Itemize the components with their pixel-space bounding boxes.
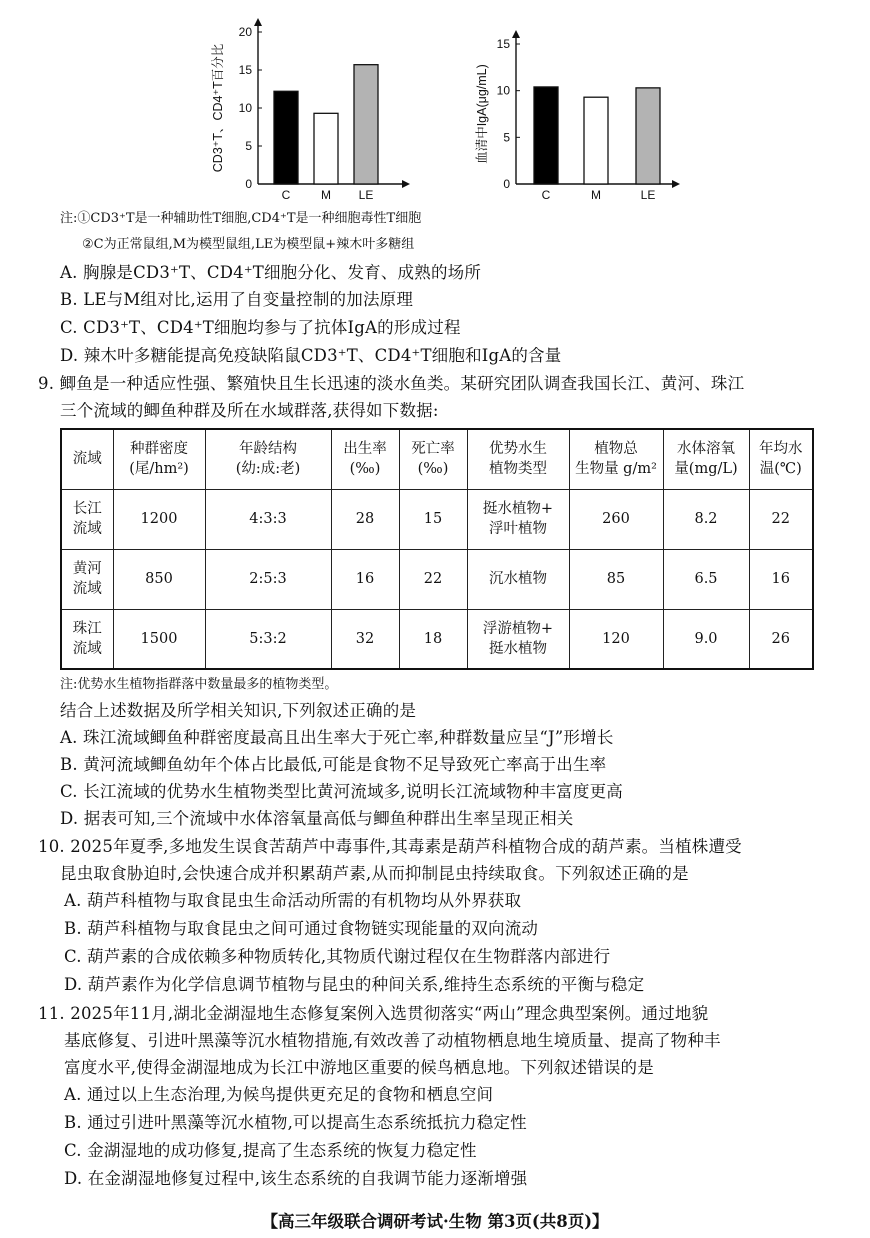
q9-option-c: C. 长江流域的优势水生植物类型比黄河流域多,说明长江流域物种丰富度更高 — [60, 782, 623, 801]
q8-option-c: C. CD3⁺T、CD4⁺T细胞均参与了抗体IgA的形成过程 — [60, 318, 461, 337]
q11-option-c: C. 金湖湿地的成功修复,提高了生态系统的恢复力稳定性 — [64, 1141, 477, 1160]
y-axis-arrow — [254, 18, 262, 26]
q11-stem-line-2: 基底修复、引进叶黑藻等沉水植物措施,有效改善了动植物栖息地生境质量、提高了物种丰 — [64, 1031, 721, 1050]
x-tick-label: C — [541, 188, 551, 202]
x-tick-label: LE — [358, 188, 374, 202]
y-tick-label: 0 — [245, 177, 252, 191]
q8-option-d: D. 辣木叶多糖能提高免疫缺陷鼠CD3⁺T、CD4⁺T细胞和IgA的含量 — [60, 346, 562, 365]
q9-stem-line-1: 9. 鲫鱼是一种适应性强、繁殖快且生长迅速的淡水鱼类。某研究团队调查我国长江、黄河、珠江 — [38, 374, 745, 393]
header-oxygen: 水体溶氧 量(mg/L) — [663, 429, 749, 489]
bar-m — [584, 97, 608, 184]
y-tick-label: 0 — [503, 177, 510, 191]
q11-option-d: D. 在金湖湿地修复过程中,该生态系统的自我调节能力逐渐增强 — [64, 1169, 528, 1188]
x-tick-label: M — [321, 188, 331, 202]
y-axis-label: CD3⁺T、CD4⁺T百分比 — [211, 43, 225, 173]
header-density: 种群密度 (尾/hm²) — [113, 429, 205, 489]
bar-le — [636, 88, 660, 184]
bar-chart-iga — [470, 30, 700, 210]
q11-stem-line-3: 富度水平,使得金湖湿地成为长江中游地区重要的候鸟栖息地。下列叙述错误的是 — [64, 1058, 654, 1077]
table-row: 珠江 流域 1500 5:3:2 32 18 浮游植物+ 挺水植物 120 9.0 26 — [61, 609, 813, 669]
x-axis-arrow — [672, 180, 680, 188]
table-row: 长江 流域 1200 4:3:3 28 15 挺水植物+ 浮叶植物 260 8.2 22 — [61, 489, 813, 549]
q10-stem-line-2: 昆虫取食胁迫时,会快速合成并积累葫芦素,从而抑制昆虫持续取食。下列叙述正确的是 — [60, 864, 689, 883]
q9-option-b: B. 黄河流域鲫鱼幼年个体占比最低,可能是食物不足导致死亡率高于出生率 — [60, 755, 607, 774]
q8-option-a: A. 胸腺是CD3⁺T、CD4⁺T细胞分化、发育、成熟的场所 — [60, 263, 482, 282]
q9-option-a: A. 珠江流域鲫鱼种群密度最高且出生率大于死亡率,种群数量应呈“J”形增长 — [60, 728, 614, 747]
y-tick-label: 20 — [238, 25, 252, 39]
q9-data-table — [60, 428, 814, 670]
x-tick-label: LE — [640, 188, 656, 202]
page-footer: 【高三年级联合调研考试·生物 第3页(共8页)】 — [261, 1212, 609, 1231]
q11-option-a: A. 通过以上生态治理,为候鸟提供更充足的食物和栖息空间 — [64, 1085, 494, 1104]
header-temperature: 年均水 温(℃) — [749, 429, 813, 489]
x-tick-label: C — [281, 188, 291, 202]
bar-chart-cd3-cd4 — [200, 10, 430, 210]
y-tick-label: 10 — [238, 101, 252, 115]
q10-stem-line-1: 10. 2025年夏季,多地发生误食苦葫芦中毒事件,其毒素是葫芦科植物合成的葫芦素。当植株遭受 — [38, 837, 742, 856]
header-biomass: 植物总 生物量 g/m² — [569, 429, 663, 489]
q8-note-1: 注:①CD3⁺T是一种辅助性T细胞,CD4⁺T是一种细胞毒性T细胞 — [60, 211, 422, 226]
y-tick-label: 5 — [503, 130, 510, 145]
y-axis-label: 血清中IgA(μg/mL) — [475, 64, 489, 164]
q9-table-note: 注:优势水生植物指群落中数量最多的植物类型。 — [60, 677, 338, 692]
x-axis-arrow — [402, 180, 410, 188]
q10-option-b: B. 葫芦科植物与取食昆虫之间可通过食物链实现能量的双向流动 — [64, 919, 539, 938]
q8-option-b: B. LE与M组对比,运用了自变量控制的加法原理 — [60, 290, 414, 309]
header-birth-rate: 出生率 (‰) — [331, 429, 399, 489]
table-row: 黄河 流域 850 2:5:3 16 22 沉水植物 85 6.5 16 — [61, 549, 813, 609]
y-tick-label: 10 — [496, 83, 510, 98]
x-tick-label: M — [591, 188, 601, 202]
y-tick-label: 5 — [245, 139, 252, 153]
header-dominant-plant: 优势水生 植物类型 — [467, 429, 569, 489]
y-axis-arrow — [512, 30, 520, 38]
bar-le — [354, 65, 378, 184]
q10-option-d: D. 葫芦素作为化学信息调节植物与昆虫的种间关系,维持生态系统的平衡与稳定 — [64, 975, 645, 994]
header-death-rate: 死亡率 (‰) — [399, 429, 467, 489]
q9-prompt: 结合上述数据及所学相关知识,下列叙述正确的是 — [60, 701, 417, 720]
q11-stem-line-1: 11. 2025年11月,湖北金湖湿地生态修复案例入选贯彻落实“两山”理念典型案例。通过地貌 — [38, 1004, 709, 1023]
bar-m — [314, 113, 338, 184]
q11-option-b: B. 通过引进叶黑藻等沉水植物,可以提高生态系统抵抗力稳定性 — [64, 1113, 527, 1132]
q8-note-2: ②C为正常鼠组,M为模型鼠组,LE为模型鼠+辣木叶多糖组 — [82, 237, 415, 252]
q9-option-d: D. 据表可知,三个流域中水体溶氧量高低与鲫鱼种群出生率呈现正相关 — [60, 809, 574, 828]
y-tick-label: 15 — [238, 63, 252, 77]
table-header-row — [61, 429, 813, 489]
bar-c — [274, 91, 298, 184]
q10-option-c: C. 葫芦素的合成依赖多种物质转化,其物质代谢过程仅在生物群落内部进行 — [64, 947, 611, 966]
header-region: 流域 — [61, 429, 113, 489]
bar-c — [534, 87, 558, 184]
y-tick-label: 15 — [496, 37, 510, 51]
q10-option-a: A. 葫芦科植物与取食昆虫生命活动所需的有机物均从外界获取 — [64, 891, 522, 910]
q9-stem-line-2: 三个流域的鲫鱼种群及所在水域群落,获得如下数据: — [60, 401, 439, 420]
header-age-structure: 年龄结构 (幼:成:老) — [205, 429, 331, 489]
